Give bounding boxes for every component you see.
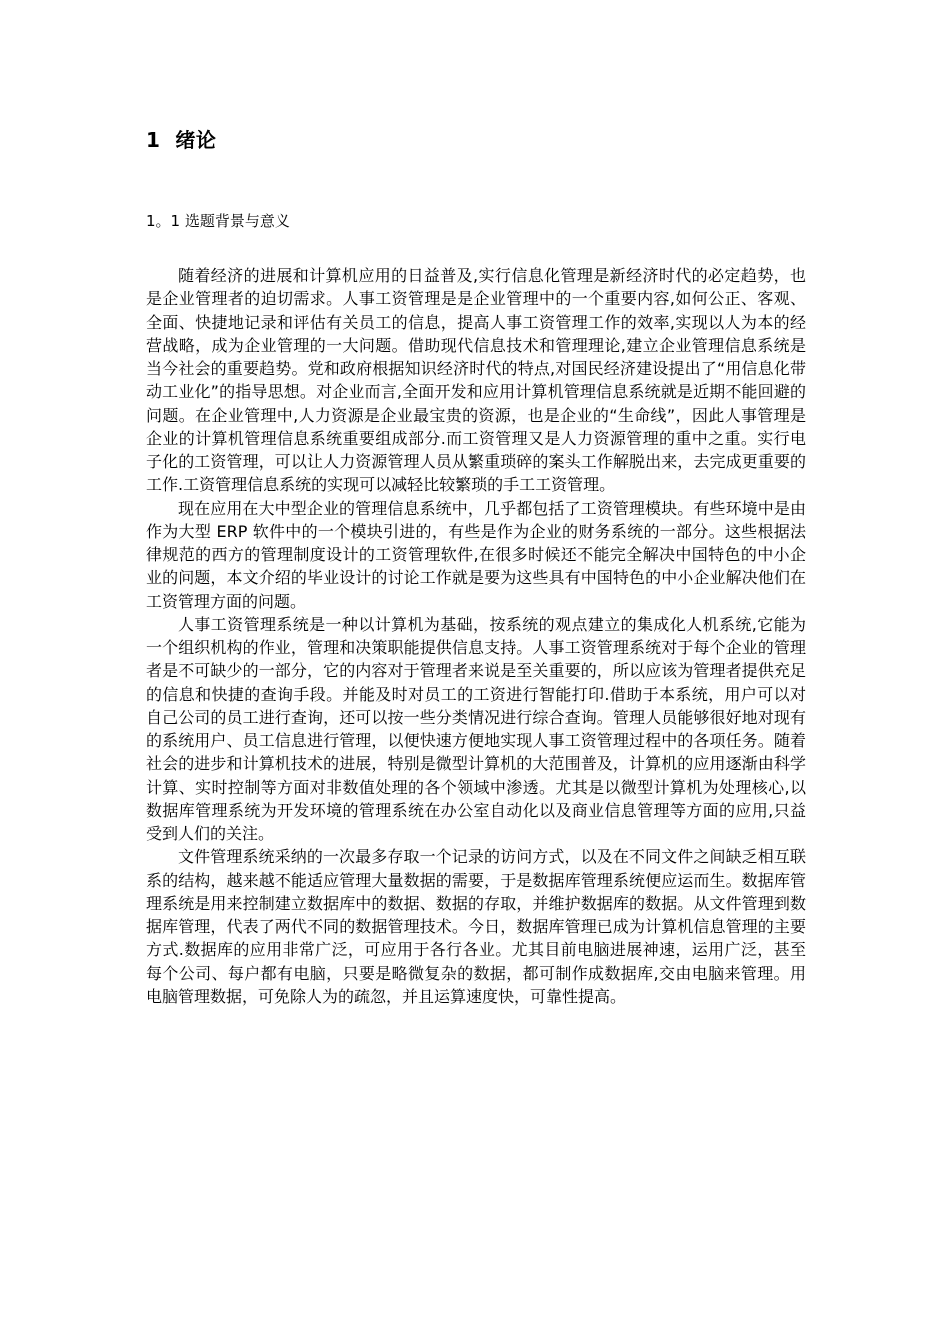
paragraph-2: 现在应用在大中型企业的管理信息系统中，几乎都包括了工资管理模块。有些环境中是由作为大型 ERP 软件中的一个模块引进的，有些是作为企业的财务系统的一部分。这些根据法律规范的西方的管理制度设计的工资管理软件,在很多时候还不能完全解决中国特色的中小企业的问题，本文介绍的毕业设计的讨论工作就是要为这些具有中国特色的中小企业解决他们在工资管理方面的问题。: [146, 498, 806, 611]
chapter-title: [146, 124, 216, 153]
paragraph-1: 随着经济的进展和计算机应用的日益普及,实行信息化管理是新经济时代的必定趋势，也是企业管理者的迫切需求。人事工资管理是是企业管理中的一个重要内容,如何公正、客观、全面、快捷地记录和评估有关员工的信息，提高人事工资管理工作的效率,实现以人为本的经营战略，成为企业管理的一大问题。借助现代信息技术和管理理论,建立企业管理信息系统是当今社会的重要趋势。党和政府根据知识经济时代的特点,对国民经济建设提出了“用信息化带动工业化”的指导思想。对企业而言,全面开发和应用计算机管理信息系统就是近期不能回避的问题。在企业管理中,人力资源是企业最宝贵的资源，也是企业的“生命线”，因此人事管理是企业的计算机管理信息系统重要组成部分.而工资管理又是人力资源管理的重中之重。实行电子化的工资管理，可以让人力资源管理人员从繁重琐碎的案头工作解脱出来，去完成更重要的工作.工资管理信息系统的实现可以减轻比较繁琐的手工工资管理。: [146, 266, 806, 495]
chapter-number: 1: [146, 128, 161, 152]
paragraph-3: 人事工资管理系统是一种以计算机为基础，按系统的观点建立的集成化人机系统,它能为一个组织机构的作业，管理和决策职能提供信息支持。人事工资管理系统对于每个企业的管理者是不可缺少的一部分，它的内容对于管理者来说是至关重要的，所以应该为管理者提供充足的信息和快捷的查询手段。并能及时对员工的工资进行智能打印.借助于本系统，用户可以对自己公司的员工进行查询，还可以按一些分类情况进行综合查询。管理人员能够很好地对现有的系统用户、员工信息进行管理，以便快速方便地实现人事工资管理过程中的各项任务。随着社会的进步和计算机技术的进展，特别是微型计算机的大范围普及，计算机的应用逐渐由科学计算、实时控制等方面对非数值处理的各个领域中渗透。尤其是以微型计算机为处理核心,以数据库管理系统为开发环境的管理系统在办公室自动化以及商业信息管理等方面的应用,只益受到人们的关注。: [146, 614, 806, 843]
chapter-title-text: 绪论: [175, 128, 217, 152]
body-text: [146, 264, 806, 1008]
section-heading: 1。1 选题背景与意义: [146, 212, 290, 230]
paragraph-4: 文件管理系统采纳的一次最多存取一个记录的访问方式，以及在不同文件之间缺乏相互联系的结构，越来越不能适应管理大量数据的需要，于是数据库管理系统便应运而生。数据库管理系统是用来控制建立数据库中的数据、数据的存取，并维护数据库的数据。从文件管理到数据库管理，代表了两代不同的数据管理技术。今日，数据库管理已成为计算机信息管理的主要方式.数据库的应用非常广泛，可应用于各行各业。尤其目前电脑进展神速，运用广泛，甚至每个公司、每户都有电脑，只要是略微复杂的数据，都可制作成数据库,交由电脑来管理。用电脑管理数据，可免除人为的疏忽，并且运算速度快，可靠性提高。: [146, 847, 806, 1006]
